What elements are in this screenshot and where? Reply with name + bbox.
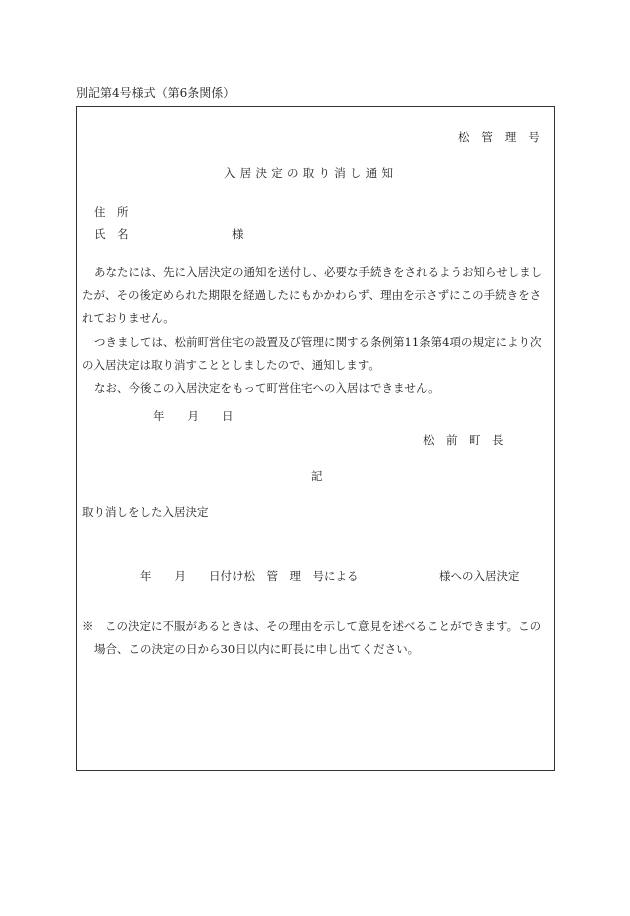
document-title: 入 居 決 定 の 取 り 消 し 通 知 [224,166,394,180]
name-line: 氏 名 様 [94,227,244,241]
cancellation-detail: 年 月 日付け松 管 理 号による 様への入居決定 [140,569,520,583]
body-line-1: あなたには、先に入居決定の通知を送付し、必要な手続きをされるようお知らせしまし [94,265,543,279]
address-label: 住 所 [94,205,129,219]
body-line-3: れておりません。 [82,311,175,325]
form-caption: 別記第4号様式（第6条関係） [76,86,236,100]
cancellation-heading: 取り消しをした入居決定 [82,505,209,519]
body-line-4: つきましては、松前町営住宅の設置及び管理に関する条例第11条第4項の規定により次 [94,335,542,349]
note-line-1: ※ この決定に不服があるときは、その理由を示して意見を述べることができます。この [82,619,542,633]
body-line-6: なお、今後この入居決定をもって町営住宅への入居はできません。 [94,381,440,395]
body-line-2: たが、その後定められた期限を経過したにもかかわらず、理由を示さずにこの手続きをさ [82,288,542,302]
body-line-5: の入居決定は取り消すこととしましたので、通知します。 [82,358,380,372]
issuer-mayor: 松 前 町 長 [423,433,504,447]
management-number: 松 管 理 号 [458,130,540,144]
note-line-2: 場合、この決定の日から30日以内に町長に申し出てください。 [94,642,420,656]
date-line: 年 月 日 [153,409,234,423]
ki-mark: 記 [311,469,323,483]
